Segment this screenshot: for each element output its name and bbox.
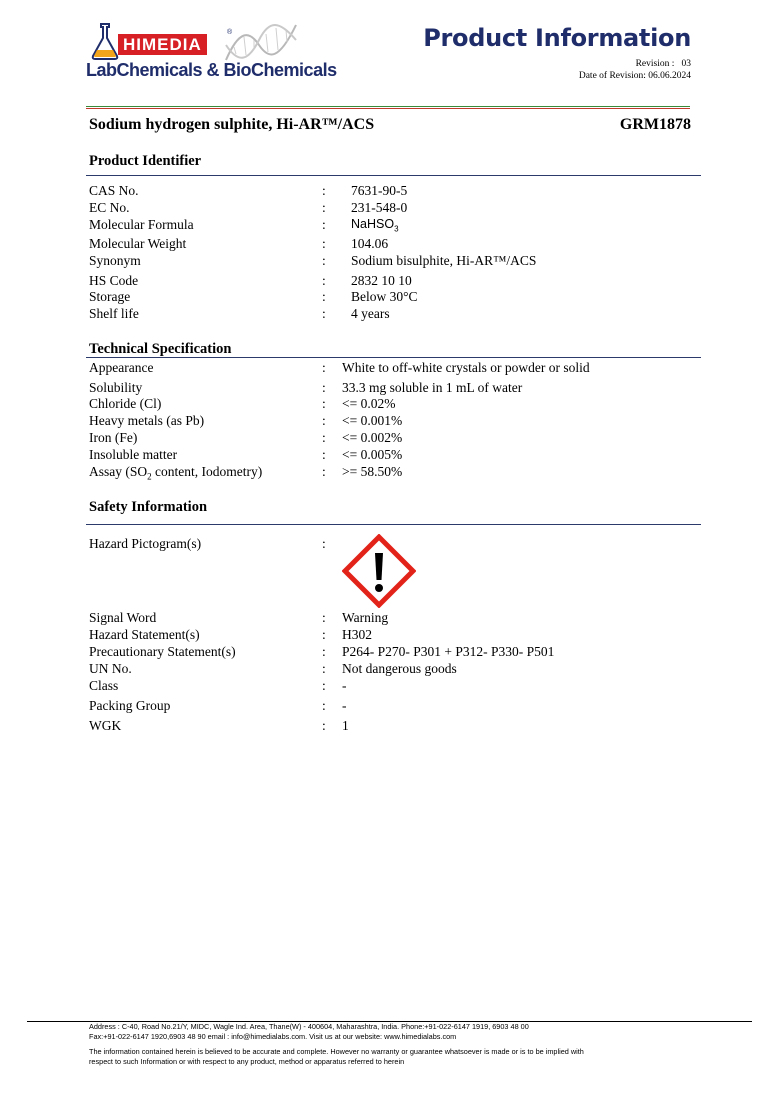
- row-label: Hazard Statement(s): [89, 627, 200, 642]
- row-value: 104.06: [351, 236, 389, 251]
- row-value: 4 years: [351, 306, 390, 321]
- row-label: Appearance: [89, 360, 154, 375]
- revision-block: [579, 58, 691, 82]
- row-colon: :: [322, 380, 326, 395]
- row-label: Class: [89, 678, 119, 693]
- row-colon: :: [322, 289, 326, 304]
- row-value: >= 58.50%: [342, 464, 403, 479]
- row-value: Sodium bisulphite, Hi-AR™/ACS: [351, 253, 537, 268]
- row-label: EC No.: [89, 200, 130, 215]
- row-colon: :: [322, 200, 326, 215]
- section-rule: [86, 175, 701, 176]
- footer-contact: Fax:+91-022-6147 1920,6903 48 90 email : info@himedialabs.com. Visit us at our website: www.himedialabs.com: [89, 1032, 457, 1041]
- row-colon: :: [322, 627, 326, 642]
- row-colon: :: [322, 718, 326, 733]
- row-value: 33.3 mg soluble in 1 mL of water: [342, 380, 523, 395]
- dna-helix-icon: [224, 20, 299, 65]
- row-value: 2832 10 10: [351, 273, 412, 288]
- row-label: Heavy metals (as Pb): [89, 413, 205, 428]
- row-value: -: [342, 678, 347, 693]
- assay-label-subscript: 2: [147, 471, 152, 482]
- row-label: Molecular Weight: [89, 236, 187, 251]
- row-label: WGK: [89, 718, 122, 733]
- product-code: GRM1878: [619, 116, 691, 133]
- logo-brand: HIMEDIA: [118, 34, 207, 55]
- row-label: HS Code: [89, 273, 139, 288]
- row-label: Packing Group: [89, 698, 171, 713]
- row-colon: :: [322, 610, 326, 625]
- row-colon: :: [322, 253, 326, 268]
- row-label: Signal Word: [89, 610, 157, 625]
- row-label: Synonym: [89, 253, 141, 268]
- row-colon: :: [322, 430, 326, 445]
- footer-disclaimer-line-2: respect to such Information or with respect to any product, method or apparatus referred to herein: [89, 1057, 405, 1066]
- row-label: Shelf life: [89, 306, 139, 321]
- revision-label: Revision :: [635, 59, 675, 69]
- revision-value: 03: [681, 59, 691, 69]
- section-rule: [86, 357, 701, 358]
- revision-date-label: Date of Revision:: [578, 71, 646, 81]
- row-value: -: [342, 698, 347, 713]
- row-value: H302: [342, 627, 372, 642]
- row-label: CAS No.: [89, 183, 139, 198]
- header-divider-red: [86, 108, 690, 109]
- exclamation-mark-ghs-icon: [342, 534, 416, 608]
- row-colon: :: [322, 678, 326, 693]
- flask-icon: [90, 22, 120, 62]
- row-label: Storage: [89, 289, 131, 304]
- formula-subscript: 3: [394, 224, 399, 234]
- row-value: White to off-white crystals or powder or solid: [342, 360, 590, 375]
- row-value: 1: [342, 718, 349, 733]
- logo-tagline: LabChemicals & BioChemicals: [86, 60, 337, 80]
- footer-address: Address : C-40, Road No.21/Y, MIDC, Wagle Ind. Area, Thane(W) - 400604, Maharashtra, India. Phone:+91-022-6147 1919, 6903 48 00: [89, 1022, 529, 1031]
- row-value: Below 30°C: [351, 289, 418, 304]
- row-colon: :: [322, 698, 326, 713]
- row-colon: :: [322, 396, 326, 411]
- row-label: Solubility: [89, 380, 143, 395]
- product-name: Sodium hydrogen sulphite, Hi-AR™/ACS: [89, 116, 375, 133]
- row-value: 231-548-0: [351, 200, 408, 215]
- row-value: <= 0.001%: [342, 413, 403, 428]
- row-label: Hazard Pictogram(s): [89, 536, 202, 551]
- row-value: P264- P270- P301 + P312- P330- P501: [342, 644, 555, 659]
- assay-label-pre: Assay (SO: [89, 464, 148, 479]
- section-rule: [86, 524, 701, 525]
- row-value: Not dangerous goods: [342, 661, 457, 676]
- row-colon: :: [322, 413, 326, 428]
- row-label: UN No.: [89, 661, 132, 676]
- row-colon: :: [322, 464, 326, 479]
- company-logo: [84, 20, 337, 90]
- row-value: 7631-90-5: [351, 183, 408, 198]
- row-label: Insoluble matter: [89, 447, 178, 462]
- assay-label-post: content, Iodometry): [151, 464, 263, 479]
- row-colon: :: [322, 236, 326, 251]
- row-colon: :: [322, 306, 326, 321]
- formula-base: NaHSO: [351, 217, 395, 231]
- row-colon: :: [322, 644, 326, 659]
- row-colon: :: [322, 217, 326, 232]
- row-value: <= 0.02%: [342, 396, 396, 411]
- footer-disclaimer-line-1: The information contained herein is believed to be accurate and complete. However no warranty or guarantee whatsoever is made or is to be implied with: [89, 1047, 584, 1056]
- section-title-product-identifier: Product Identifier: [89, 153, 202, 169]
- row-label: Iron (Fe): [89, 430, 138, 445]
- row-value: <= 0.002%: [342, 430, 403, 445]
- header-divider-green: [86, 106, 690, 107]
- row-label: Molecular Formula: [89, 217, 194, 232]
- row-value: <= 0.005%: [342, 447, 403, 462]
- section-title-safety-information: Safety Information: [89, 499, 208, 515]
- logo-registered-mark: ®: [227, 29, 233, 36]
- row-colon: :: [322, 273, 326, 288]
- row-colon: :: [322, 447, 326, 462]
- row-colon: :: [322, 183, 326, 198]
- row-value: Warning: [342, 610, 389, 625]
- row-label: Precautionary Statement(s): [89, 644, 236, 659]
- section-title-technical-specification: Technical Specification: [89, 341, 232, 357]
- document-title: Product Information: [423, 24, 691, 52]
- row-colon: :: [322, 360, 326, 375]
- row-label-assay: [89, 463, 262, 486]
- row-label: Chloride (Cl): [89, 396, 162, 411]
- row-colon: :: [322, 536, 326, 551]
- revision-date-value: 06.06.2024: [648, 71, 691, 81]
- row-colon: :: [322, 661, 326, 676]
